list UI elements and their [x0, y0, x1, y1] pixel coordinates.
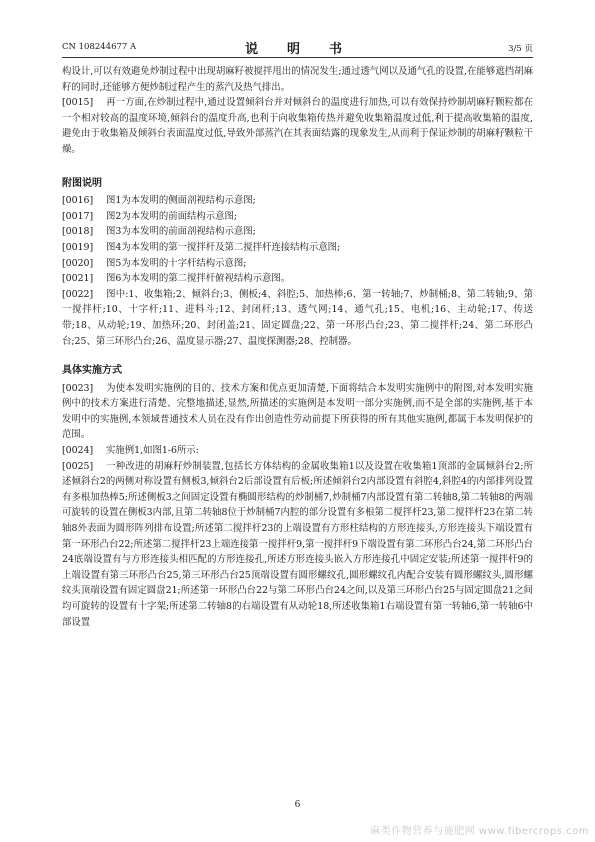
paragraph-text: 图中:1、收集箱;2、倾斜台;3、侧板;4、斜腔;5、加热棒;6、第一转轴;7、炒制桶;8、第二转轴;9、第一搅拌杆;10、十字杆;11、进料斗;12、封闭杆;13、透气网;14、通气孔;15、电机;16、主动轮;17、传送带;18、从动轮;19、加热环;20、封闭盖;21、固定圆盘;22、第一环形凸台;23、第二搅拌杆;24、第二环形凸台;25、第三环形凸台;26、温度显示器;27、温度探测器;28、控制器。 — [62, 288, 533, 347]
paragraph-text: 图1为本发明的侧面剖视结构示意图; — [106, 195, 256, 207]
paragraph-text: 实施例1,如图1-6所示: — [106, 445, 199, 457]
paragraph-number: [0023] — [62, 382, 94, 394]
paragraph-number: [0018] — [62, 226, 94, 238]
paragraph-0022 — [62, 287, 533, 349]
paragraph-0024 — [62, 443, 533, 459]
paragraph-number: [0025] — [62, 460, 94, 472]
paragraph-text: 图4为本发明的第一搅拌杆及第二搅拌杆连接结构示意图; — [106, 241, 341, 253]
paragraph-0023 — [62, 381, 533, 443]
paragraph-continued: 构设计,可以有效避免炒制过程中出现胡麻籽被搅拌甩出的情况发生;通过透气网以及通气孔的设置,在能够遮挡胡麻籽的同时,还能够方便炒制过程产生的蒸汽及热气排出。 — [62, 66, 533, 93]
header-rule — [62, 57, 533, 58]
paragraph-text: 图5为本发明的十字杆结构示意图; — [106, 257, 247, 269]
paragraph-text: 图3为本发明的前面剖视结构示意图; — [106, 226, 256, 238]
paragraph-text: 图6为本发明的第二搅拌杆俯视结构示意图。 — [106, 273, 291, 285]
document-body — [62, 64, 533, 630]
page-indicator: 3/5 页 — [508, 44, 533, 54]
page-header — [62, 38, 533, 57]
paragraph-0025 — [62, 459, 533, 631]
paragraph-number: [0020] — [62, 257, 94, 269]
paragraph-0019 — [62, 240, 533, 256]
section-heading-figures: 附图说明 — [62, 177, 102, 189]
paragraph-0021 — [62, 271, 533, 287]
paragraph-0018 — [62, 224, 533, 240]
publication-number: CN 108244677 A — [62, 42, 137, 52]
paragraph-number: [0017] — [62, 210, 94, 222]
paragraph-0015 — [62, 95, 533, 157]
paragraph-0017 — [62, 209, 533, 225]
page-number: 6 — [294, 800, 301, 810]
paragraph-text: 一种改进的胡麻籽炒制装置,包括长方体结构的金属收集箱1以及设置在收集箱1顶部的金属倾斜台2;所述倾斜台2的两侧对称设置有侧板3,倾斜台2后部设置有后板;所述倾斜台2内部设置有斜腔4,斜腔4的内部排列设置有多根加热棒5;所述侧板3之间固定设置有椭圆形结构的炒制桶7,炒制桶7内部设置有第二转轴8,第二转轴8的两端可旋转的设置在侧板3内部,且第二转轴8位于炒制桶7内腔的部分设置有多根第二搅拌杆23,第二搅拌杆23在第二转轴8外表面为圆形阵列排布设置;所述第二搅拌杆23的上端设置有方形柱结构的方形连接头,方形连接头下端设置有第一环形凸台22;所述第二搅拌杆23上端连接第一搅拌杆9,第一搅拌杆9下端设置有第二环形凸台24,第二环形凸台24底端设置有与方形连接头相匹配的方形连接孔,所述方形连接头嵌入方形连接孔中固定安装;所述第一搅拌杆9的上端设置有第三环形凸台25,第三环形凸台25顶端设置有圆形螺纹孔,圆形螺纹孔内配合安装有圆形螺纹头,圆形螺纹头顶端设置有固定圆盘21;所述第一环形凸台22与第二环形凸台24之间,以及第三环形凸台25与固定圆盘21之间均可旋转的设置有十字架;所述第二转轴8的右端设置有从动轮18,所述收集箱1右端设置有第一转轴6,第一转轴6中部设置 — [62, 460, 533, 628]
paragraph-number: [0024] — [62, 445, 94, 457]
paragraph-number: [0021] — [62, 273, 94, 285]
watermark: 麻类作物营养与施肥网 www.fibercrops.com — [370, 826, 589, 837]
paragraph-0020 — [62, 256, 533, 272]
paragraph-number: [0016] — [62, 195, 94, 207]
paragraph-text: 为使本发明实施例的目的、技术方案和优点更加清楚,下面将结合本发明实施例中的附图,对本发明实施例中的技术方案进行清楚、完整地描述,显然,所描述的实施例是本发明一部分实施例,而不是全部的实施例,基于本发明中的实施例,本领域普通技术人员在没有作出创造性劳动前提下所获得的所有其他实施例,都属于本发明保护的范围。 — [62, 382, 533, 441]
paragraph-0016 — [62, 193, 533, 209]
paragraph-number: [0019] — [62, 241, 94, 253]
paragraph-number: [0015] — [62, 97, 94, 109]
paragraph-text: 再一方面,在炒制过程中,通过设置倾斜台并对倾斜台的温度进行加热,可以有效保持炒制胡麻籽颗粒都在一个相对较高的温度环境,倾斜台的温度升高,也利于向收集箱传热并避免收集箱温度过低,利于提高收集箱的温度,避免由于收集箱及倾斜台表面温度过低,导致外部蒸汽在其表面结露的现象发生,从而利于保证炒制的胡麻籽颗粒干燥。 — [62, 97, 533, 155]
document-title: 说 明 书 — [244, 42, 350, 57]
paragraph-number: [0022] — [62, 288, 94, 300]
paragraph-text: 图2为本发明的前面结构示意图; — [106, 210, 237, 222]
section-heading-embodiment: 具体实施方式 — [62, 365, 122, 377]
